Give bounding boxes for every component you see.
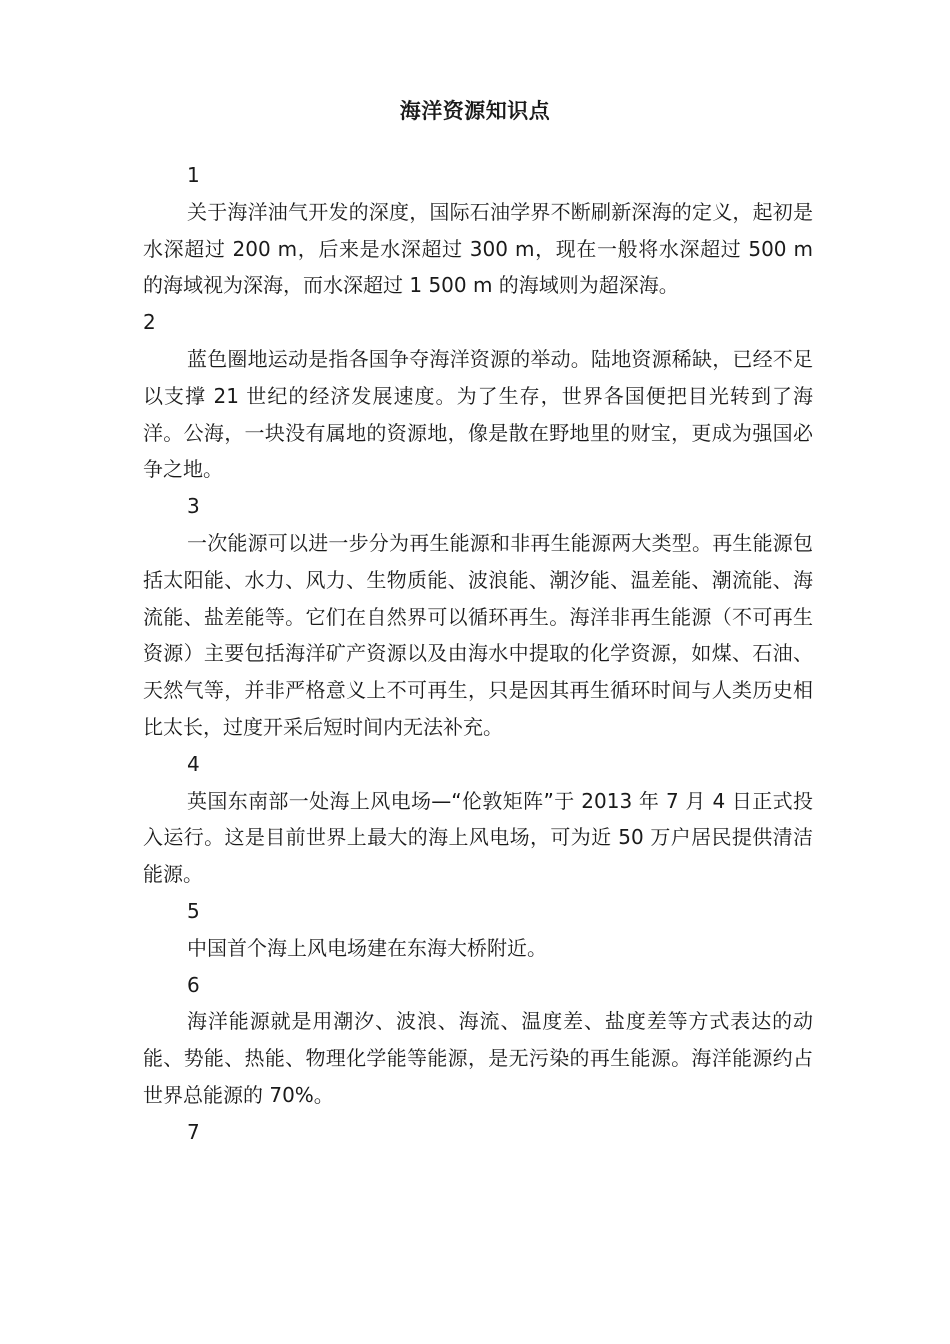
section-number: 4 (187, 751, 200, 776)
section-1 (143, 157, 813, 304)
section-paragraph: 中国首个海上风电场建在东海大桥附近。 (187, 935, 547, 960)
section-number: 1 (187, 163, 200, 187)
section-5 (143, 893, 813, 967)
section-2 (143, 304, 813, 488)
section-number: 6 (187, 972, 200, 997)
section-7 (143, 1114, 813, 1151)
section-number: 3 (187, 494, 200, 519)
section-paragraph: 一次能源可以进一步分为再生能源和非再生能源两大类型。再生能源包括太阳能、水力、风力、生物质能、波浪能、潮汐能、温差能、潮流能、海流能、盐差能等。它们在自然界可以循环再生。海洋非再生能源（不可再生资源）主要包括海洋矿产资源以及由海水中提取的化学资源，如煤、石油、天然气等，并非严格意义上不可再生，只是因其再生循环时间与人类历史相比太长，过度开采后短时间内无法补充。 (143, 530, 813, 739)
document-title: 海洋资源知识点 (399, 99, 551, 123)
section-paragraph: 关于海洋油气开发的深度，国际石油学界不断刷新深海的定义，起初是水深超过 200 m，后来是水深超过 300 m，现在一般将水深超过 500 m 的海域视为深海，而水深超过 1 500 m 的海域则为超深海。 (143, 199, 813, 298)
section-paragraph: 英国东南部一处海上风电场—“伦敦矩阵”于 2013 年 7 月 4 日正式投入运行。这是目前世界上最大的海上风电场，可为近 50 万户居民提供清洁能源。 (143, 788, 813, 887)
section-number: 7 (187, 1119, 200, 1144)
section-number: 2 (143, 310, 156, 335)
section-6 (143, 967, 813, 1114)
section-4 (143, 746, 813, 893)
section-3 (143, 488, 813, 746)
document-body (143, 157, 813, 1151)
section-paragraph: 蓝色圈地运动是指各国争夺海洋资源的举动。陆地资源稀缺，已经不足以支撑 21 世纪的经济发展速度。为了生存，世界各国便把目光转到了海洋。公海，一块没有属地的资源地，像是散在野地里的财宝，更成为强国必争之地。 (143, 346, 813, 482)
section-number: 5 (187, 898, 200, 923)
section-paragraph: 海洋能源就是用潮汐、波浪、海流、温度差、盐度差等方式表达的动能、势能、热能、物理化学能等能源，是无污染的再生能源。海洋能源约占世界总能源的 70%。 (143, 1009, 813, 1107)
